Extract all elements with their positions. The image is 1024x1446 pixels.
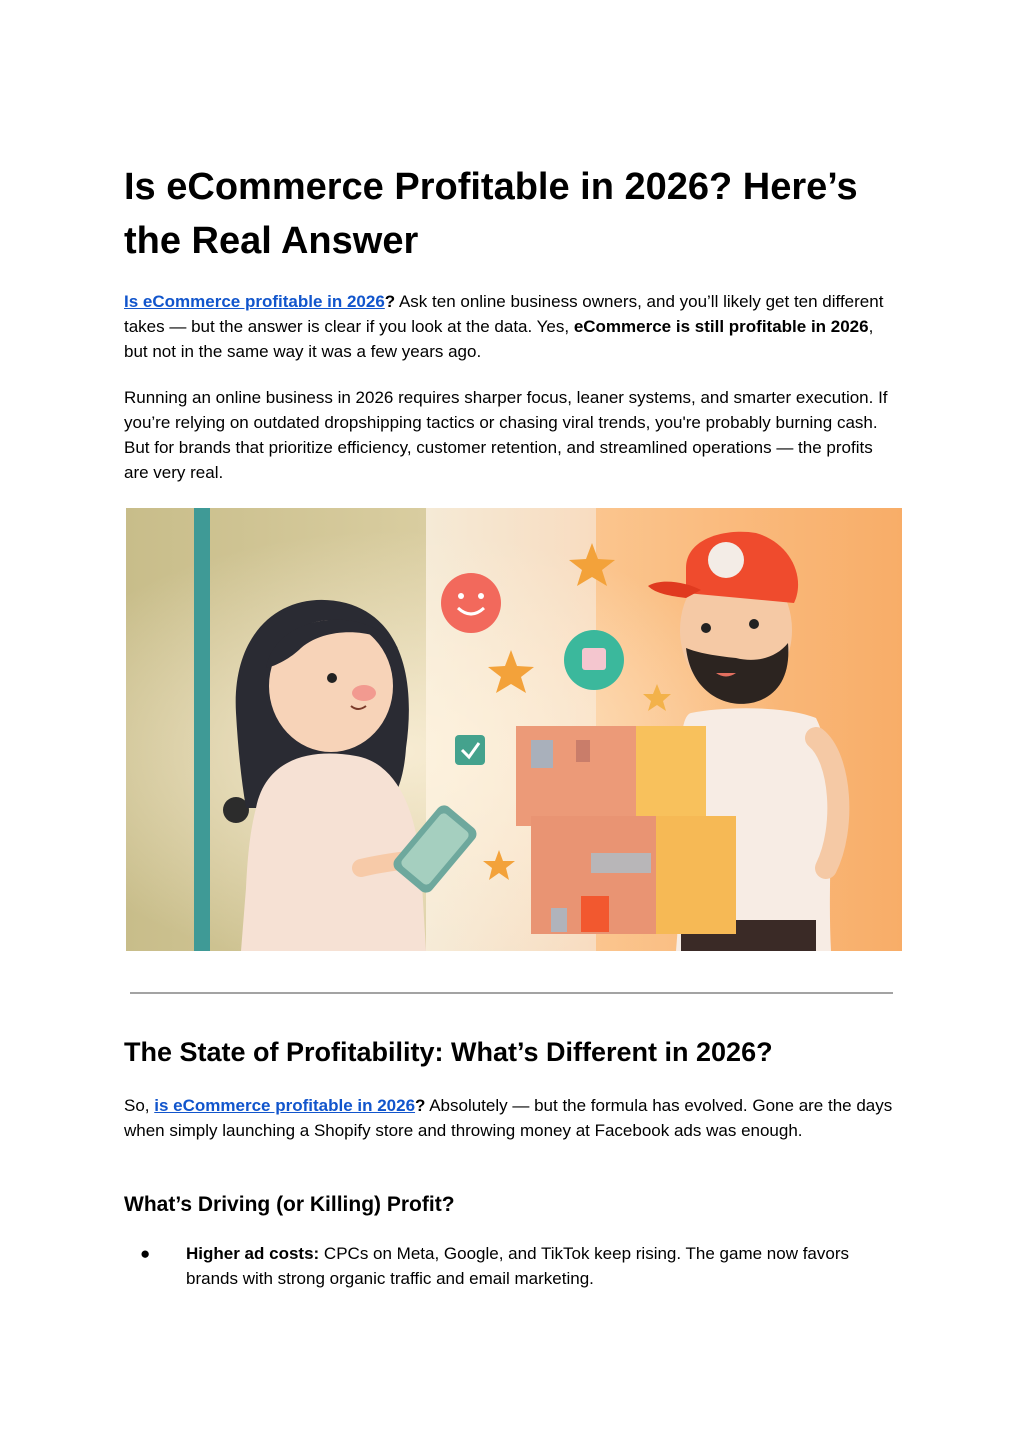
section-question-mark: ?: [415, 1096, 426, 1115]
second-paragraph: Running an online business in 2026 requires sharper focus, leaner systems, and smarter execution. If you’re relying on outdated dropshipping tactics or chasing viral trends, you're probably burning cash. But for brands that prioritize efficiency, customer retention, and streamlined operations — the profits are very real.: [124, 388, 888, 482]
section-heading: The State of Profitability: What’s Different in 2026?: [124, 1037, 773, 1067]
page-title: Is eCommerce Profitable in 2026? Here’s the Real Answer: [124, 166, 858, 262]
intro-paragraph: [124, 289, 899, 364]
section-link[interactable]: is eCommerce profitable in 2026: [154, 1096, 416, 1115]
intro-text-2: , but not in the same way it was a few years ago.: [124, 317, 874, 361]
bullet-marker: ●: [140, 1244, 151, 1263]
intro-link[interactable]: Is eCommerce profitable in 2026: [124, 292, 385, 311]
horizontal-divider: [130, 992, 893, 994]
intro-question-mark: ?: [384, 292, 396, 311]
section-para-text: Absolutely — but the formula has evolved. Gone are the days when simply launching a Shopify store and throwing money at Facebook ads was enough.: [124, 1096, 893, 1140]
intro-text-1: Ask ten online business owners, and you’ll likely get ten different takes — but the answer is clear if you look at the data. Yes,: [124, 292, 884, 336]
hero-illustration: [126, 508, 902, 951]
section-para-prefix: So,: [124, 1096, 155, 1115]
bullet-label: Higher ad costs:: [186, 1244, 320, 1263]
package-boxes: [516, 726, 736, 934]
subsection-heading: What’s Driving (or Killing) Profit?: [124, 1193, 455, 1216]
check-icon: [455, 735, 485, 765]
bullet-text: CPCs on Meta, Google, and TikTok keep rising. The game now favors brands with strong organic traffic and email marketing.: [186, 1244, 849, 1288]
list-item: [124, 1241, 884, 1291]
section-paragraph: [124, 1093, 899, 1143]
intro-bold-text: eCommerce is still profitable in 2026: [573, 317, 869, 336]
bullet-list: [124, 1241, 884, 1291]
smiley-icon: [441, 573, 501, 633]
